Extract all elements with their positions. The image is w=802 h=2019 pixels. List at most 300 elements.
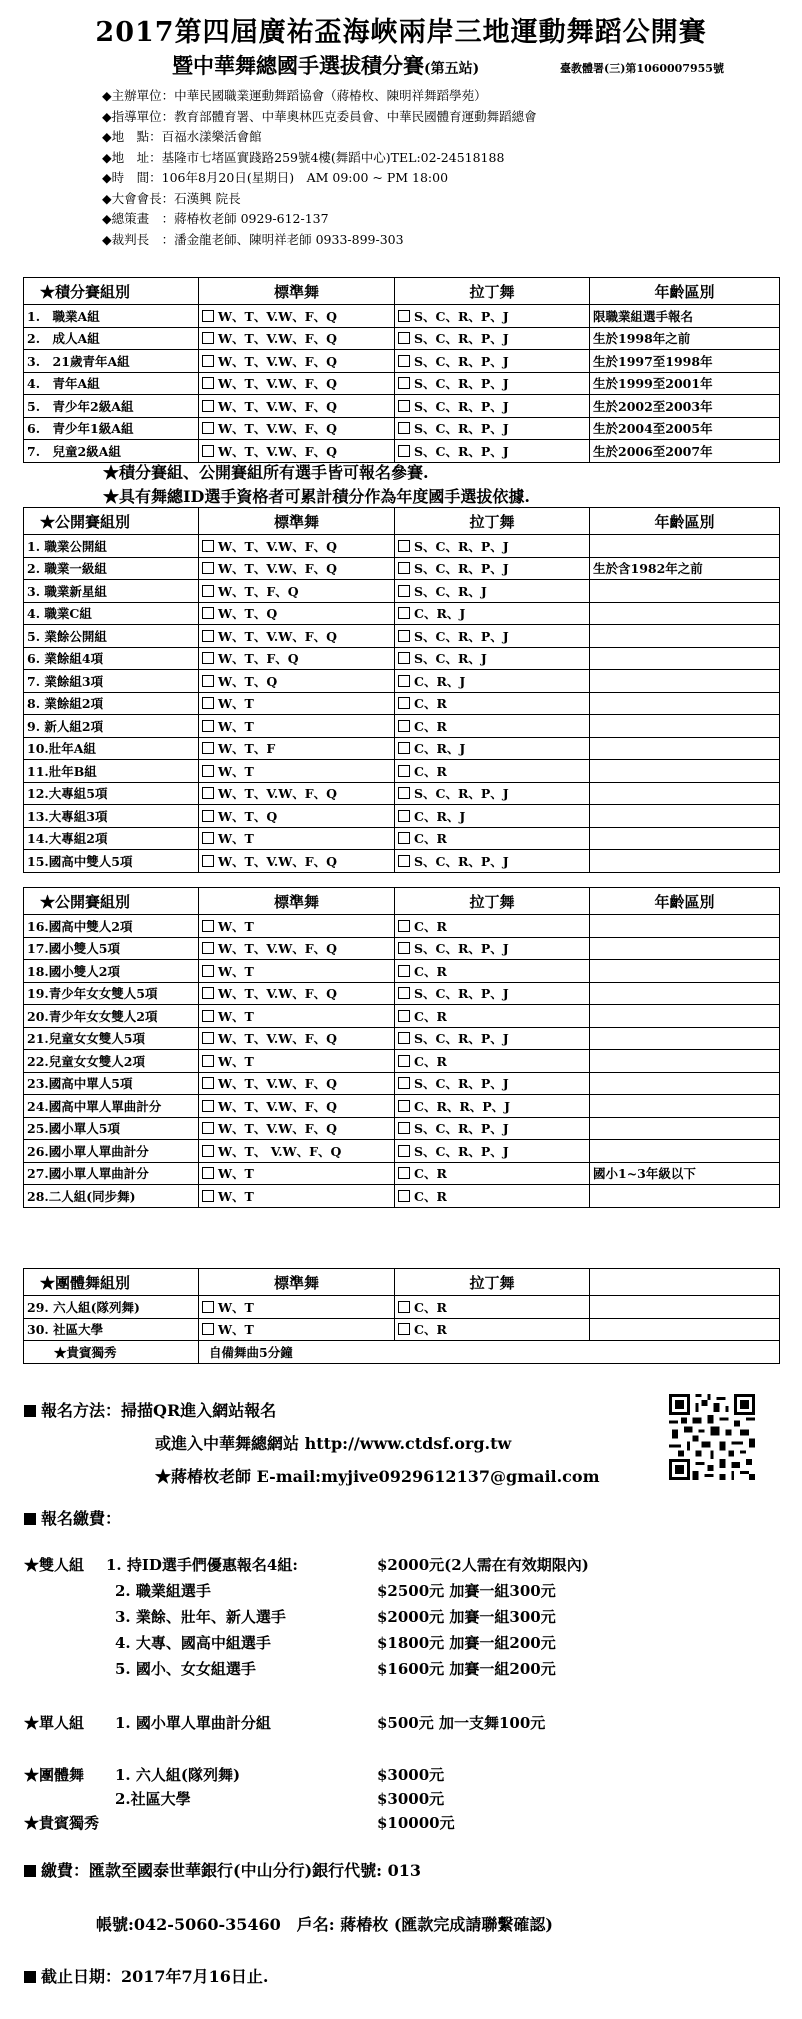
cell-text: 12.大專組5項 [27, 786, 108, 802]
age-range-cell [590, 350, 780, 373]
latin-dance-cell [395, 580, 590, 603]
latin-checkbox[interactable] [398, 400, 410, 412]
group-name-cell [24, 557, 199, 580]
latin-checkbox[interactable] [398, 630, 410, 642]
standard-dance-cell [199, 395, 395, 418]
standard-dance-cell [199, 1162, 395, 1185]
standard-checkbox[interactable] [202, 1100, 214, 1112]
latin-checkbox[interactable] [398, 355, 410, 367]
latin-checkbox[interactable] [398, 1190, 410, 1202]
standard-dance-cell [199, 557, 395, 580]
standard-checkbox[interactable] [202, 920, 214, 932]
cell-text: C、R [414, 1053, 447, 1069]
table-row [24, 805, 780, 828]
latin-checkbox[interactable] [398, 1032, 410, 1044]
standard-dance-cell [199, 982, 395, 1005]
col-header-group: ★團體舞組別 [24, 1269, 199, 1296]
age-range-cell [590, 305, 780, 328]
info-venue: ◆地 點：百福水漾樂活會館 [102, 129, 262, 144]
latin-dance-cell [395, 1162, 590, 1185]
standard-checkbox[interactable] [202, 675, 214, 687]
latin-checkbox[interactable] [398, 765, 410, 777]
standard-checkbox[interactable] [202, 607, 214, 619]
cell-text: W、T、V.W、F、Q [218, 1076, 338, 1092]
group-name-cell [24, 350, 199, 373]
cell-text: 14.大專組2項 [27, 831, 108, 847]
table-row [24, 602, 780, 625]
cell-text: S、C、R、P、J [414, 1076, 509, 1092]
cell-text: S、C、R、P、J [414, 331, 509, 347]
group-name-cell [24, 782, 199, 805]
latin-checkbox[interactable] [398, 585, 410, 597]
cell-text: W、T [218, 1188, 254, 1204]
standard-checkbox[interactable] [202, 832, 214, 844]
standard-checkbox[interactable] [202, 310, 214, 322]
group-name-cell [24, 915, 199, 938]
table-row [24, 1117, 780, 1140]
standard-checkbox[interactable] [202, 445, 214, 457]
cell-text: 19.青少年女女雙人5項 [27, 986, 158, 1002]
latin-checkbox[interactable] [398, 1055, 410, 1067]
latin-dance-cell [395, 692, 590, 715]
cell-text: W、T、F、Q [218, 651, 299, 667]
cell-text: 生於含1982年之前 [593, 561, 703, 577]
latin-checkbox[interactable] [398, 920, 410, 932]
standard-dance-cell [199, 692, 395, 715]
payment-bank-text: 繳費：匯款至國泰世華銀行(中山分行)銀行代號: 013 [41, 1861, 422, 1880]
group-name-cell [24, 602, 199, 625]
latin-checkbox[interactable] [398, 742, 410, 754]
standard-dance-cell [199, 647, 395, 670]
latin-dance-cell [395, 625, 590, 648]
standard-dance-cell [199, 715, 395, 738]
age-range-cell [590, 440, 780, 463]
guest-show-label: ★貴賓獨秀 [24, 1814, 100, 1832]
latin-dance-cell [395, 327, 590, 350]
fee-double-price: $2000元(2人需在有效期限內) [377, 1556, 589, 1574]
group-name-cell [24, 670, 199, 693]
col-header-standard: 標準舞 [199, 278, 395, 305]
cell-text: S、C、R、P、J [414, 538, 509, 554]
standard-checkbox[interactable] [202, 1055, 214, 1067]
fee-double-price: $1600元 加賽一組200元 [377, 1660, 556, 1678]
standard-dance-cell [199, 915, 395, 938]
standard-dance-cell [199, 827, 395, 850]
age-range-cell [590, 1050, 780, 1073]
cell-text: C、R [414, 1166, 447, 1182]
cell-text: W、T [218, 1008, 254, 1024]
cell-text: 26.國小單人單曲計分 [27, 1143, 149, 1159]
age-range-cell [590, 782, 780, 805]
bullet-square-icon [24, 1865, 36, 1877]
standard-checkbox[interactable] [202, 765, 214, 777]
group-name-cell [24, 305, 199, 328]
latin-checkbox[interactable] [398, 562, 410, 574]
table-row [24, 1005, 780, 1028]
standard-checkbox[interactable] [202, 720, 214, 732]
group-name-cell [24, 440, 199, 463]
table-row [24, 1296, 780, 1319]
standard-dance-cell [199, 805, 395, 828]
registration-method-text: 掃描QR進入網站報名 [121, 1401, 277, 1420]
group-name-cell [24, 647, 199, 670]
age-range-cell [590, 850, 780, 873]
cell-text: C、R、J [414, 741, 466, 757]
cell-text: 20.青少年女女雙人2項 [27, 1008, 158, 1024]
info-planner: ◆總策畫 ：蔣椿枚老師 0929-612-137 [102, 211, 329, 226]
standard-checkbox[interactable] [202, 1301, 214, 1313]
latin-checkbox[interactable] [398, 1167, 410, 1179]
latin-checkbox[interactable] [398, 1301, 410, 1313]
open-event-table-2 [23, 887, 780, 1208]
group-name-cell [24, 417, 199, 440]
table-row [24, 737, 780, 760]
group-name-cell [24, 850, 199, 873]
standard-checkbox[interactable] [202, 1122, 214, 1134]
cell-text: 生於1999至2001年 [593, 376, 713, 392]
table-row [24, 1050, 780, 1073]
cell-text: 7. 兒童2級A組 [27, 443, 121, 459]
table-row [24, 350, 780, 373]
standard-checkbox[interactable] [202, 652, 214, 664]
col-header-standard: 標準舞 [199, 888, 395, 915]
standard-dance-cell [199, 535, 395, 558]
cell-text: 生於1998年之前 [593, 331, 691, 347]
latin-dance-cell [395, 850, 590, 873]
table-row [24, 715, 780, 738]
age-range-cell [590, 647, 780, 670]
latin-checkbox[interactable] [398, 942, 410, 954]
cell-text: 2. 職業一級組 [27, 561, 107, 577]
table-row [24, 1318, 780, 1341]
cell-text: S、C、R、P、J [414, 1121, 509, 1137]
latin-checkbox[interactable] [398, 987, 410, 999]
standard-checkbox[interactable] [202, 1167, 214, 1179]
age-range-cell [590, 692, 780, 715]
latin-checkbox[interactable] [398, 965, 410, 977]
registration-website: 或進入中華舞總網站 http://www.ctdsf.org.tw [155, 1434, 512, 1453]
cell-text: 3. 職業新星組 [27, 583, 107, 599]
latin-checkbox[interactable] [398, 422, 410, 434]
latin-checkbox[interactable] [398, 1323, 410, 1335]
group-name-cell [24, 1162, 199, 1185]
standard-dance-cell [199, 1318, 395, 1341]
table-row [24, 1095, 780, 1118]
latin-checkbox[interactable] [398, 1010, 410, 1022]
table-row [24, 417, 780, 440]
age-range-cell [590, 915, 780, 938]
registration-method [24, 1398, 276, 1421]
standard-checkbox[interactable] [202, 1323, 214, 1335]
group-dance-label: ★團體舞 [24, 1766, 85, 1784]
cell-text: W、T [218, 1299, 254, 1315]
latin-checkbox[interactable] [398, 720, 410, 732]
info-advisor: ◆指導單位：教育部體育署、中華奧林匹克委員會、中華民國體育運動舞蹈總會 [102, 108, 537, 124]
payment-bank [24, 1858, 421, 1881]
latin-checkbox[interactable] [398, 607, 410, 619]
fee-single-name: 1. 國小單人單曲計分組 [115, 1714, 271, 1732]
group-name-cell [24, 692, 199, 715]
latin-checkbox[interactable] [398, 1077, 410, 1089]
age-range-cell [590, 1162, 780, 1185]
cell-text: W、T、V.W、F、Q [218, 628, 338, 644]
group-name-cell [24, 1072, 199, 1095]
latin-dance-cell [395, 417, 590, 440]
fees-heading [24, 1506, 121, 1529]
latin-dance-cell [395, 372, 590, 395]
deadline [24, 1964, 269, 1987]
cell-text: 18.國小雙人2項 [27, 963, 120, 979]
fee-group-name: 1. 六人組(隊列舞) [115, 1766, 241, 1784]
cell-text: 29. 六人組(隊列舞) [27, 1299, 140, 1315]
fee-guest-price: $10000元 [377, 1814, 455, 1832]
standard-checkbox[interactable] [202, 1032, 214, 1044]
guest-show-cell: ★貴賓獨秀 [24, 1341, 199, 1364]
cell-text: 1. 職業公開組 [27, 538, 107, 554]
standard-checkbox[interactable] [202, 697, 214, 709]
fee-single-price: $500元 加一支舞100元 [377, 1714, 546, 1732]
col-header-latin: 拉丁舞 [395, 278, 590, 305]
cell-text: 28.二人組(同步舞) [27, 1188, 136, 1204]
table-row [24, 557, 780, 580]
cell-text: C、R、J [414, 808, 466, 824]
latin-dance-cell [395, 1027, 590, 1050]
subtitle-text: 暨中華舞總國手選拔積分賽 [172, 53, 424, 78]
standard-checkbox[interactable] [202, 585, 214, 597]
table-row [24, 625, 780, 648]
cell-text: W、T、V.W、F、Q [218, 561, 338, 577]
fee-group-price: $3000元 [377, 1790, 445, 1808]
cell-text: 9. 新人組2項 [27, 718, 104, 734]
latin-checkbox[interactable] [398, 1145, 410, 1157]
latin-checkbox[interactable] [398, 445, 410, 457]
col-header-age [590, 1269, 780, 1296]
standard-dance-cell [199, 782, 395, 805]
standard-dance-cell [199, 350, 395, 373]
latin-dance-cell [395, 350, 590, 373]
cell-text: S、C、R、P、J [414, 1143, 509, 1159]
table-header-row [24, 278, 780, 305]
note-id-points: ★具有舞總ID選手資格者可累計積分作為年度國手選拔依據. [103, 487, 530, 506]
standard-checkbox[interactable] [202, 562, 214, 574]
col-header-latin: 拉丁舞 [395, 888, 590, 915]
col-header-age: 年齡區別 [590, 278, 780, 305]
cell-text: S、C、R、P、J [414, 561, 509, 577]
standard-checkbox[interactable] [202, 942, 214, 954]
cell-text: 2. 成人A組 [27, 331, 100, 347]
col-header-age: 年齡區別 [590, 888, 780, 915]
standard-checkbox[interactable] [202, 742, 214, 754]
cell-text: 6. 業餘組4項 [27, 651, 104, 667]
standard-checkbox[interactable] [202, 422, 214, 434]
cell-text: 國小1~3年級以下 [593, 1166, 696, 1182]
cell-text: 8. 業餘組2項 [27, 696, 104, 712]
cell-text: S、C、R、P、J [414, 443, 509, 459]
table-row [24, 580, 780, 603]
cell-text: 10.壯年A組 [27, 741, 96, 757]
cell-text: 27.國小單人單曲計分 [27, 1166, 149, 1182]
latin-checkbox[interactable] [398, 855, 410, 867]
latin-dance-cell [395, 1117, 590, 1140]
latin-dance-cell [395, 1318, 590, 1341]
fee-double-name: 5. 國小、女女組選手 [115, 1660, 256, 1678]
cell-text: C、R、J [414, 606, 466, 622]
standard-checkbox[interactable] [202, 787, 214, 799]
cell-text: W、T [218, 1322, 254, 1338]
age-range-cell [590, 557, 780, 580]
deadline-text: 截止日期：2017年7月16日止. [41, 1967, 269, 1986]
cell-text: W、T [218, 963, 254, 979]
age-range-cell [590, 960, 780, 983]
cell-text: W、T、Q [218, 808, 278, 824]
standard-dance-cell [199, 440, 395, 463]
group-name-cell [24, 1050, 199, 1073]
cell-text: 5. 青少年2級A組 [27, 398, 134, 414]
standard-checkbox[interactable] [202, 355, 214, 367]
latin-dance-cell [395, 305, 590, 328]
table-row [24, 647, 780, 670]
latin-dance-cell [395, 535, 590, 558]
cell-text: W、T、V.W、F、Q [218, 443, 338, 459]
latin-dance-cell [395, 1296, 590, 1319]
standard-checkbox[interactable] [202, 540, 214, 552]
cell-text: C、R、R、P、J [414, 1098, 511, 1114]
age-range-cell [590, 937, 780, 960]
double-group-label: ★雙人組 [24, 1556, 85, 1574]
cell-text: S、C、R、P、J [414, 628, 509, 644]
standard-dance-cell [199, 1296, 395, 1319]
standard-checkbox[interactable] [202, 965, 214, 977]
latin-dance-cell [395, 1095, 590, 1118]
latin-dance-cell [395, 602, 590, 625]
cell-text: S、C、R、J [414, 651, 487, 667]
standard-checkbox[interactable] [202, 332, 214, 344]
cell-text: S、C、R、P、J [414, 353, 509, 369]
latin-dance-cell [395, 760, 590, 783]
table-row [24, 915, 780, 938]
latin-checkbox[interactable] [398, 697, 410, 709]
cell-text: S、C、R、P、J [414, 308, 509, 324]
latin-checkbox[interactable] [398, 310, 410, 322]
standard-dance-cell [199, 960, 395, 983]
latin-checkbox[interactable] [398, 652, 410, 664]
standard-checkbox[interactable] [202, 987, 214, 999]
age-range-cell [590, 625, 780, 648]
table-row [24, 327, 780, 350]
standard-dance-cell [199, 625, 395, 648]
age-range-cell [590, 372, 780, 395]
age-range-cell [590, 737, 780, 760]
cell-text: C、R [414, 718, 447, 734]
cell-text: 21.兒童女女雙人5項 [27, 1031, 145, 1047]
latin-checkbox[interactable] [398, 810, 410, 822]
table-header-row [24, 888, 780, 915]
latin-dance-cell [395, 1140, 590, 1163]
latin-dance-cell [395, 440, 590, 463]
cell-text: W、T [218, 718, 254, 734]
qr-code-icon[interactable] [669, 1394, 755, 1480]
registration-method-label: 報名方法： [41, 1401, 122, 1420]
latin-checkbox[interactable] [398, 787, 410, 799]
standard-checkbox[interactable] [202, 1077, 214, 1089]
standard-dance-cell [199, 417, 395, 440]
cell-text: 生於1997至1998年 [593, 353, 713, 369]
standard-dance-cell [199, 1050, 395, 1073]
standard-checkbox[interactable] [202, 1190, 214, 1202]
latin-checkbox[interactable] [398, 1122, 410, 1134]
standard-checkbox[interactable] [202, 377, 214, 389]
latin-checkbox[interactable] [398, 540, 410, 552]
cell-text: 限職業組選手報名 [593, 308, 694, 324]
col-header-group: ★公開賽組別 [24, 888, 199, 915]
cell-text: W、T、F [218, 741, 276, 757]
age-range-cell [590, 417, 780, 440]
col-header-standard: 標準舞 [199, 1269, 395, 1296]
table-row [24, 670, 780, 693]
table-header-row [24, 1269, 780, 1296]
latin-dance-cell [395, 737, 590, 760]
cell-text: C、R [414, 918, 447, 934]
cell-text: W、T [218, 831, 254, 847]
cell-text: W、T、 V.W、F、Q [218, 1143, 342, 1159]
cell-text: 13.大專組3項 [27, 808, 108, 824]
standard-dance-cell [199, 760, 395, 783]
standard-dance-cell [199, 670, 395, 693]
group-name-cell [24, 1095, 199, 1118]
standard-checkbox[interactable] [202, 630, 214, 642]
latin-checkbox[interactable] [398, 832, 410, 844]
points-event-table [23, 277, 780, 463]
cell-text: W、T、V.W、F、Q [218, 853, 338, 869]
table-row [24, 937, 780, 960]
latin-dance-cell [395, 395, 590, 418]
group-name-cell [24, 327, 199, 350]
table-row [24, 982, 780, 1005]
bullet-square-icon [24, 1513, 36, 1525]
cell-text: C、R [414, 963, 447, 979]
latin-checkbox[interactable] [398, 332, 410, 344]
cell-text: 16.國高中雙人2項 [27, 918, 133, 934]
group-name-cell [24, 580, 199, 603]
fees-label: 報名繳費： [41, 1509, 122, 1528]
standard-checkbox[interactable] [202, 400, 214, 412]
standard-checkbox[interactable] [202, 855, 214, 867]
latin-checkbox[interactable] [398, 1100, 410, 1112]
group-name-cell [24, 1005, 199, 1028]
age-range-cell [590, 1095, 780, 1118]
age-range-cell [590, 1117, 780, 1140]
cell-text: W、T、Q [218, 606, 278, 622]
age-range-cell [590, 982, 780, 1005]
standard-checkbox[interactable] [202, 810, 214, 822]
table-row [24, 1072, 780, 1095]
table-row [24, 440, 780, 463]
standard-dance-cell [199, 372, 395, 395]
standard-dance-cell [199, 1140, 395, 1163]
latin-dance-cell [395, 805, 590, 828]
latin-checkbox[interactable] [398, 377, 410, 389]
age-range-cell [590, 715, 780, 738]
latin-checkbox[interactable] [398, 675, 410, 687]
age-range-cell [590, 1296, 780, 1319]
standard-checkbox[interactable] [202, 1145, 214, 1157]
event-info [102, 86, 537, 250]
info-time: ◆時 間：106年8月20日(星期日) AM 09:00 ~ PM 18:00 [102, 170, 449, 185]
cell-text: C、R [414, 1322, 447, 1338]
standard-checkbox[interactable] [202, 1010, 214, 1022]
fee-group-name: 2.社區大學 [115, 1790, 191, 1808]
age-range-cell [590, 1072, 780, 1095]
